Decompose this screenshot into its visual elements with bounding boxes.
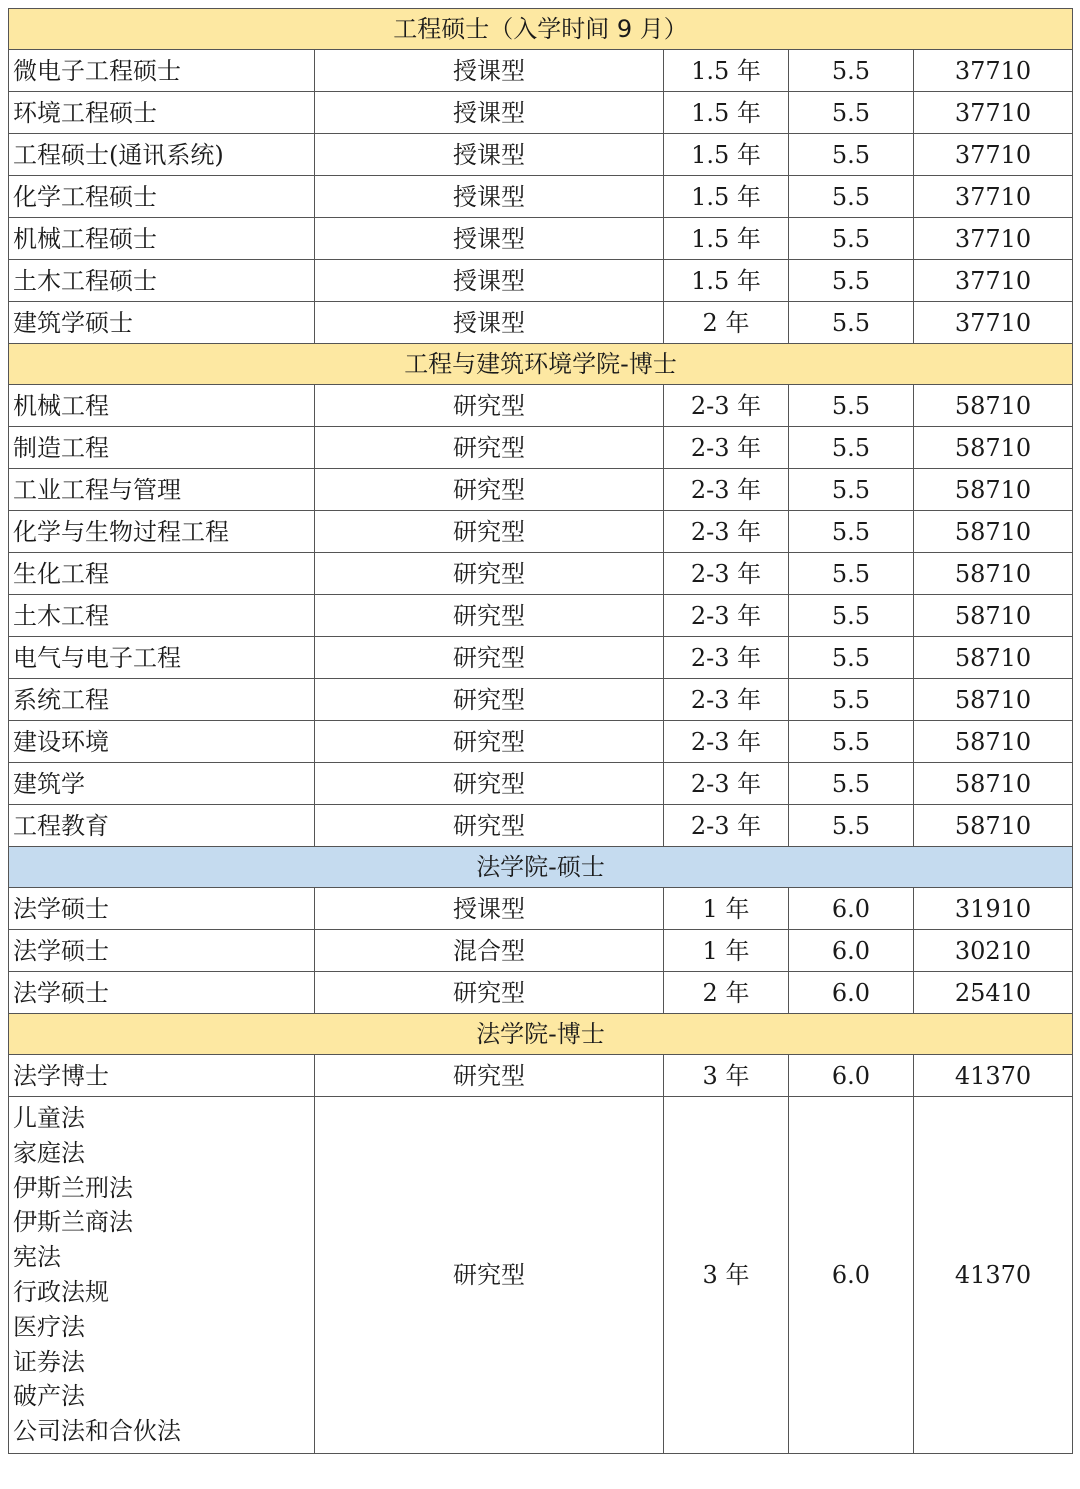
section-title: 工程与建筑环境学院-博士 xyxy=(9,344,1073,385)
table-row xyxy=(9,218,1073,260)
program-name-cell: 土木工程硕士 xyxy=(9,260,315,302)
tuition-fee-cell: 58710 xyxy=(914,721,1073,763)
ielts-score-cell: 5.5 xyxy=(789,92,914,134)
program-name-cell: 法学硕士 xyxy=(9,972,315,1014)
table-row xyxy=(9,595,1073,637)
program-type-cell: 授课型 xyxy=(315,218,664,260)
ielts-score-cell: 5.5 xyxy=(789,511,914,553)
program-type-cell: 研究型 xyxy=(315,972,664,1014)
program-name-line: 儿童法 xyxy=(13,1104,85,1132)
program-name-cell: 建设环境 xyxy=(9,721,315,763)
table-row xyxy=(9,1055,1073,1097)
ielts-score-cell: 6.0 xyxy=(789,888,914,930)
program-type-cell: 研究型 xyxy=(315,511,664,553)
duration-cell: 3 年 xyxy=(664,1097,789,1454)
duration-cell: 2-3 年 xyxy=(664,637,789,679)
program-name-line: 证券法 xyxy=(13,1347,85,1376)
tuition-fee-cell: 37710 xyxy=(914,50,1073,92)
program-name-cell: 建筑学 xyxy=(9,763,315,805)
program-type-cell: 研究型 xyxy=(315,805,664,847)
table-row xyxy=(9,763,1073,805)
tuition-fee-cell: 58710 xyxy=(914,763,1073,805)
program-type-cell: 授课型 xyxy=(315,176,664,218)
ielts-score-cell: 6.0 xyxy=(789,930,914,972)
program-type-cell: 授课型 xyxy=(315,50,664,92)
table-row xyxy=(9,302,1073,344)
table-row xyxy=(9,637,1073,679)
duration-cell: 1.5 年 xyxy=(664,176,789,218)
program-name-cell: 法学博士 xyxy=(9,1055,315,1097)
program-name-cell: 电气与电子工程 xyxy=(9,637,315,679)
section-title: 法学院-硕士 xyxy=(9,847,1073,888)
program-type-cell: 研究型 xyxy=(315,679,664,721)
table-row xyxy=(9,260,1073,302)
duration-cell: 2-3 年 xyxy=(664,427,789,469)
program-type-cell: 研究型 xyxy=(315,1055,664,1097)
ielts-score-cell: 5.5 xyxy=(789,637,914,679)
section-header-row xyxy=(9,344,1073,385)
program-name-line: 伊斯兰刑法 xyxy=(13,1173,133,1202)
table-row xyxy=(9,176,1073,218)
tuition-fee-cell: 58710 xyxy=(914,637,1073,679)
program-type-cell: 研究型 xyxy=(315,1097,664,1454)
ielts-score-cell: 5.5 xyxy=(789,595,914,637)
tuition-fee-cell: 58710 xyxy=(914,679,1073,721)
program-name-cell: 法学硕士 xyxy=(9,930,315,972)
tuition-fee-cell: 30210 xyxy=(914,930,1073,972)
section-header-row xyxy=(9,1014,1073,1055)
ielts-score-cell: 5.5 xyxy=(789,469,914,511)
program-name-cell: 制造工程 xyxy=(9,427,315,469)
duration-cell: 2-3 年 xyxy=(664,469,789,511)
tuition-fee-cell: 58710 xyxy=(914,385,1073,427)
program-name-cell: 建筑学硕士 xyxy=(9,302,315,344)
tuition-fee-cell: 58710 xyxy=(914,553,1073,595)
table-row xyxy=(9,721,1073,763)
program-name-cell: 工程硕士(通讯系统) xyxy=(9,134,315,176)
program-type-cell: 混合型 xyxy=(315,930,664,972)
program-name-line: 伊斯兰商法 xyxy=(13,1208,133,1237)
section-header-row xyxy=(9,847,1073,888)
program-type-cell: 授课型 xyxy=(315,888,664,930)
program-name-cell: 微电子工程硕士 xyxy=(9,50,315,92)
ielts-score-cell: 5.5 xyxy=(789,679,914,721)
duration-cell: 1.5 年 xyxy=(664,218,789,260)
tuition-fee-cell: 25410 xyxy=(914,972,1073,1014)
ielts-score-cell: 5.5 xyxy=(789,50,914,92)
ielts-score-cell: 5.5 xyxy=(789,385,914,427)
tuition-fee-cell: 58710 xyxy=(914,595,1073,637)
tuition-fee-cell: 37710 xyxy=(914,92,1073,134)
duration-cell: 2 年 xyxy=(664,972,789,1014)
table-row xyxy=(9,805,1073,847)
section-title: 法学院-博士 xyxy=(9,1014,1073,1055)
program-type-cell: 授课型 xyxy=(315,260,664,302)
ielts-score-cell: 5.5 xyxy=(789,763,914,805)
ielts-score-cell: 6.0 xyxy=(789,1055,914,1097)
tuition-fee-cell: 58710 xyxy=(914,427,1073,469)
program-name-cell: 化学与生物过程工程 xyxy=(9,511,315,553)
duration-cell: 2 年 xyxy=(664,302,789,344)
program-name-cell: 法学硕士 xyxy=(9,888,315,930)
tuition-fee-cell: 37710 xyxy=(914,260,1073,302)
section-header-row xyxy=(9,9,1073,50)
table-row xyxy=(9,972,1073,1014)
tuition-fee-cell: 37710 xyxy=(914,134,1073,176)
program-name-cell: 环境工程硕士 xyxy=(9,92,315,134)
table-row xyxy=(9,469,1073,511)
ielts-score-cell: 5.5 xyxy=(789,176,914,218)
duration-cell: 3 年 xyxy=(664,1055,789,1097)
tuition-fee-cell: 58710 xyxy=(914,469,1073,511)
program-name-line: 家庭法 xyxy=(13,1138,85,1167)
program-type-cell: 授课型 xyxy=(315,134,664,176)
tuition-fee-cell: 58710 xyxy=(914,805,1073,847)
table-row xyxy=(9,50,1073,92)
section-title: 工程硕士（入学时间 9 月） xyxy=(9,9,1073,50)
program-fee-table xyxy=(8,8,1073,1454)
table-row xyxy=(9,930,1073,972)
duration-cell: 2-3 年 xyxy=(664,553,789,595)
duration-cell: 2-3 年 xyxy=(664,721,789,763)
program-name-cell: 系统工程 xyxy=(9,679,315,721)
program-name-line: 行政法规 xyxy=(13,1277,109,1306)
duration-cell: 2-3 年 xyxy=(664,679,789,721)
table-row xyxy=(9,553,1073,595)
ielts-score-cell: 5.5 xyxy=(789,218,914,260)
table-row xyxy=(9,92,1073,134)
table-row xyxy=(9,679,1073,721)
ielts-score-cell: 5.5 xyxy=(789,553,914,595)
ielts-score-cell: 5.5 xyxy=(789,260,914,302)
duration-cell: 2-3 年 xyxy=(664,385,789,427)
ielts-score-cell: 5.5 xyxy=(789,427,914,469)
duration-cell: 1 年 xyxy=(664,930,789,972)
program-name-cell: 机械工程硕士 xyxy=(9,218,315,260)
program-name-line: 医疗法 xyxy=(13,1312,85,1341)
table-row xyxy=(9,888,1073,930)
tuition-fee-cell: 41370 xyxy=(914,1097,1073,1454)
duration-cell: 2-3 年 xyxy=(664,511,789,553)
tuition-fee-cell: 31910 xyxy=(914,888,1073,930)
program-type-cell: 研究型 xyxy=(315,637,664,679)
duration-cell: 1.5 年 xyxy=(664,260,789,302)
program-type-cell: 研究型 xyxy=(315,595,664,637)
table-row xyxy=(9,134,1073,176)
table-row xyxy=(9,1097,1073,1454)
program-name-cell: 工程教育 xyxy=(9,805,315,847)
program-type-cell: 研究型 xyxy=(315,763,664,805)
duration-cell: 2-3 年 xyxy=(664,595,789,637)
tuition-fee-cell: 41370 xyxy=(914,1055,1073,1097)
tuition-fee-cell: 37710 xyxy=(914,176,1073,218)
duration-cell: 1.5 年 xyxy=(664,92,789,134)
table-row xyxy=(9,511,1073,553)
program-name-cell: 机械工程 xyxy=(9,385,315,427)
ielts-score-cell: 6.0 xyxy=(789,1097,914,1454)
duration-cell: 2-3 年 xyxy=(664,805,789,847)
ielts-score-cell: 5.5 xyxy=(789,134,914,176)
table-row xyxy=(9,385,1073,427)
program-name-line: 破产法 xyxy=(13,1382,85,1411)
duration-cell: 1 年 xyxy=(664,888,789,930)
program-name-cell xyxy=(9,1097,315,1454)
ielts-score-cell: 5.5 xyxy=(789,721,914,763)
program-name-cell: 工业工程与管理 xyxy=(9,469,315,511)
program-type-cell: 研究型 xyxy=(315,469,664,511)
program-name-line: 宪法 xyxy=(13,1243,61,1272)
program-type-cell: 研究型 xyxy=(315,721,664,763)
ielts-score-cell: 5.5 xyxy=(789,805,914,847)
program-type-cell: 授课型 xyxy=(315,92,664,134)
program-name-cell: 土木工程 xyxy=(9,595,315,637)
program-type-cell: 授课型 xyxy=(315,302,664,344)
tuition-fee-cell: 37710 xyxy=(914,302,1073,344)
ielts-score-cell: 5.5 xyxy=(789,302,914,344)
program-name-cell: 化学工程硕士 xyxy=(9,176,315,218)
program-name-cell: 生化工程 xyxy=(9,553,315,595)
duration-cell: 1.5 年 xyxy=(664,134,789,176)
tuition-fee-cell: 37710 xyxy=(914,218,1073,260)
program-type-cell: 研究型 xyxy=(315,427,664,469)
program-type-cell: 研究型 xyxy=(315,385,664,427)
program-name-line: 公司法和合伙法 xyxy=(13,1417,181,1446)
ielts-score-cell: 6.0 xyxy=(789,972,914,1014)
duration-cell: 2-3 年 xyxy=(664,763,789,805)
program-type-cell: 研究型 xyxy=(315,553,664,595)
duration-cell: 1.5 年 xyxy=(664,50,789,92)
table-row xyxy=(9,427,1073,469)
tuition-fee-cell: 58710 xyxy=(914,511,1073,553)
